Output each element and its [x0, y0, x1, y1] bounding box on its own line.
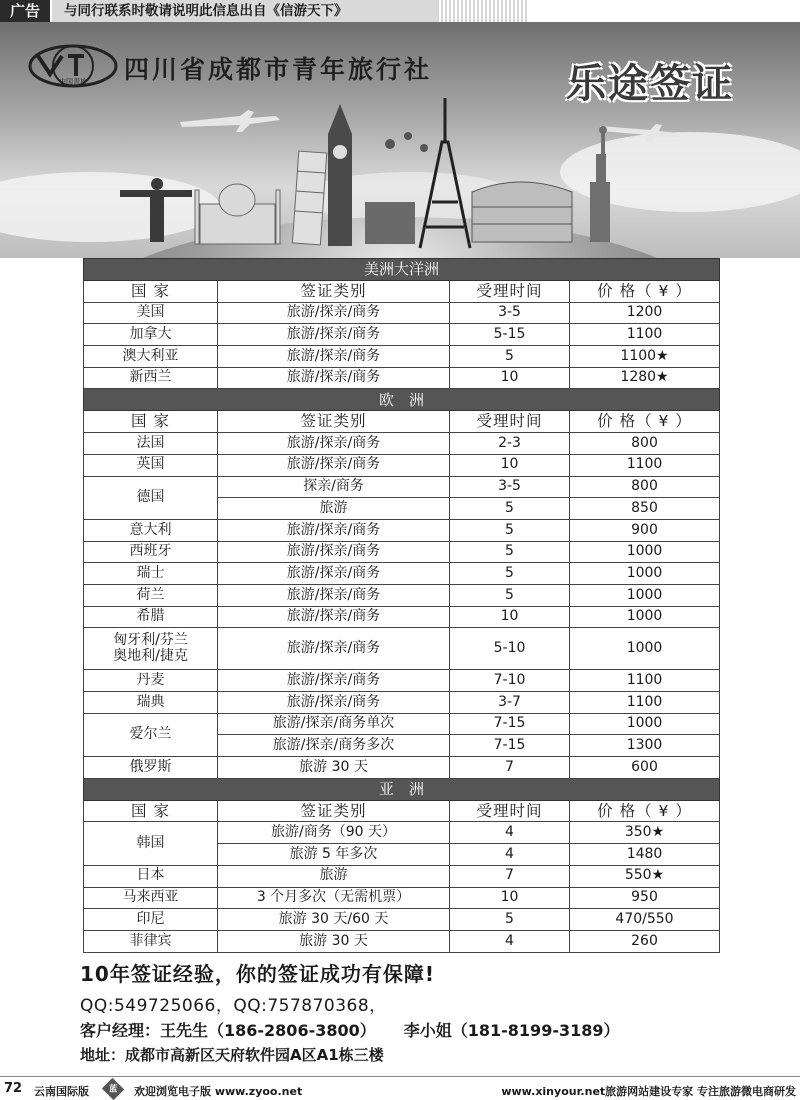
manager-li: 李小姐（181-8199-3189）: [403, 1021, 620, 1040]
cell-price: 1000: [570, 628, 720, 670]
column-header-row: [84, 800, 720, 822]
cell-time: 10: [450, 606, 570, 628]
cell-country: 荷兰: [84, 584, 218, 606]
region-header: [84, 778, 720, 800]
cell-price: 1000: [570, 584, 720, 606]
table-row: [84, 909, 720, 931]
cell-price: 1300: [570, 735, 720, 757]
cell-visa-type: 旅游/探亲/商务: [218, 606, 450, 628]
cell-visa-type: 旅游/探亲/商务单次: [218, 713, 450, 735]
cell-visa-type: 旅游/探亲/商务: [218, 454, 450, 476]
table-row: [84, 476, 720, 498]
cell-price: 850: [570, 498, 720, 520]
cell-time: 7: [450, 757, 570, 779]
cell-visa-type: 旅游 30 天/60 天: [218, 909, 450, 931]
cell-country: 澳大利亚: [84, 346, 218, 368]
table-row: [84, 930, 720, 952]
cell-visa-type: 旅游/探亲/商务: [218, 324, 450, 346]
cyts-logo: [28, 44, 118, 88]
cell-visa-type: 探亲/商务: [218, 476, 450, 498]
cell-country: 美国: [84, 302, 218, 324]
agency-name: 四川省成都市青年旅行社: [124, 55, 433, 84]
cell-price: 1100: [570, 324, 720, 346]
qq-contacts: QQ:549725066，QQ:757870368，: [80, 996, 387, 1016]
table-row: [84, 367, 720, 389]
cell-time: 10: [450, 367, 570, 389]
table-row: [84, 865, 720, 887]
cell-time: 5: [450, 541, 570, 563]
table-row: [84, 628, 720, 670]
cell-price: 900: [570, 519, 720, 541]
cell-country: 俄罗斯: [84, 757, 218, 779]
ad-tag: 广告: [0, 0, 50, 22]
cell-time: 5: [450, 346, 570, 368]
table-row: [84, 346, 720, 368]
cell-country: 德国: [84, 476, 218, 519]
cell-country: 丹麦: [84, 670, 218, 692]
cell-country: 韩国: [84, 822, 218, 865]
cell-visa-type: 旅游 5 年多次: [218, 844, 450, 866]
cell-time: 3-7: [450, 692, 570, 714]
cell-price: 600: [570, 757, 720, 779]
promo-block: [80, 958, 780, 1065]
cell-country: 瑞士: [84, 563, 218, 585]
table-row: [84, 713, 720, 735]
cell-time: 7: [450, 865, 570, 887]
cell-price: 1000: [570, 713, 720, 735]
cell-visa-type: 旅游 30 天: [218, 930, 450, 952]
column-header-row: [84, 281, 720, 303]
cell-country: 印尼: [84, 909, 218, 931]
page-number: 72: [4, 1081, 23, 1096]
cell-country: 爱尔兰: [84, 713, 218, 756]
table-row: [84, 887, 720, 909]
table-row: [84, 433, 720, 455]
cell-country: 西班牙: [84, 541, 218, 563]
cell-price: 1000: [570, 541, 720, 563]
cell-price: 550★: [570, 865, 720, 887]
cell-time: 5: [450, 498, 570, 520]
cell-time: 10: [450, 887, 570, 909]
table-row: [84, 563, 720, 585]
edition-label: 云南国际版: [34, 1085, 89, 1098]
region-name: 美洲大洋洲: [84, 259, 720, 281]
cell-time: 7-10: [450, 670, 570, 692]
cell-country: 马来西亚: [84, 887, 218, 909]
cell-country: 意大利: [84, 519, 218, 541]
cell-time: 3-5: [450, 476, 570, 498]
ad-note: 与同行联系时敬请说明此信息出自《信游天下》: [52, 0, 437, 22]
cell-time: 3-5: [450, 302, 570, 324]
cell-country: 加拿大: [84, 324, 218, 346]
cell-price: 470/550: [570, 909, 720, 931]
cell-visa-type: 旅游/探亲/商务: [218, 433, 450, 455]
cell-price: 1100★: [570, 346, 720, 368]
cell-price: 1000: [570, 563, 720, 585]
cell-price: 350★: [570, 822, 720, 844]
cell-visa-type: 旅游/探亲/商务: [218, 628, 450, 670]
region-header: [84, 389, 720, 411]
cell-price: 260: [570, 930, 720, 952]
cell-time: 7-15: [450, 713, 570, 735]
manager-wang: 客户经理：王先生（186-2806-3800）: [80, 1021, 376, 1040]
table-row: [84, 541, 720, 563]
col-header-time: 受理时间: [450, 800, 570, 822]
table-row: [84, 519, 720, 541]
cell-visa-type: 旅游/探亲/商务: [218, 346, 450, 368]
col-header-time: 受理时间: [450, 411, 570, 433]
ebook-link[interactable]: 欢迎浏览电子版 www.zyoo.net: [134, 1085, 303, 1098]
table-row: [84, 692, 720, 714]
cell-time: 4: [450, 930, 570, 952]
cell-visa-type: 旅游/探亲/商务: [218, 584, 450, 606]
cell-visa-type: 旅游/探亲/商务: [218, 367, 450, 389]
table-row: [84, 302, 720, 324]
region-header: [84, 259, 720, 281]
visa-price-table: [83, 258, 719, 953]
cell-time: 4: [450, 844, 570, 866]
cell-price: 800: [570, 433, 720, 455]
cell-visa-type: 旅游/探亲/商务多次: [218, 735, 450, 757]
cell-time: 5: [450, 909, 570, 931]
column-header-row: [84, 411, 720, 433]
cell-visa-type: 旅游: [218, 498, 450, 520]
col-header-visa-type: 签证类别: [218, 281, 450, 303]
region-name: 欧 洲: [84, 389, 720, 411]
cell-country: 日本: [84, 865, 218, 887]
table-row: [84, 822, 720, 844]
table-row: [84, 606, 720, 628]
banner: [0, 22, 800, 258]
cell-time: 5-10: [450, 628, 570, 670]
cell-visa-type: 旅游/商务（90 天）: [218, 822, 450, 844]
cell-price: 950: [570, 887, 720, 909]
cell-price: 1000: [570, 606, 720, 628]
table-row: [84, 584, 720, 606]
cell-price: 1100: [570, 454, 720, 476]
cell-country: 菲律宾: [84, 930, 218, 952]
cell-country: 匈牙利/芬兰 奥地利/捷克: [84, 628, 218, 670]
cell-price: 1100: [570, 692, 720, 714]
cell-country: 英国: [84, 454, 218, 476]
col-header-price: 价 格（ ¥ ）: [570, 281, 720, 303]
cell-time: 10: [450, 454, 570, 476]
cell-time: 5: [450, 563, 570, 585]
table-row: [84, 757, 720, 779]
col-header-price: 价 格（ ¥ ）: [570, 800, 720, 822]
cell-country: 新西兰: [84, 367, 218, 389]
col-header-price: 价 格（ ¥ ）: [570, 411, 720, 433]
table-row: [84, 454, 720, 476]
region-name: 亚 洲: [84, 778, 720, 800]
logo-text: 中国青旅: [59, 78, 87, 86]
edition-badge: 蓝: [102, 1078, 124, 1100]
cell-time: 7-15: [450, 735, 570, 757]
cell-country: 瑞典: [84, 692, 218, 714]
cell-visa-type: 旅游: [218, 865, 450, 887]
cell-time: 4: [450, 822, 570, 844]
cell-time: 5: [450, 584, 570, 606]
cell-visa-type: 3 个月多次（无需机票）: [218, 887, 450, 909]
table-row: [84, 324, 720, 346]
col-header-visa-type: 签证类别: [218, 800, 450, 822]
col-header-country: 国 家: [84, 800, 218, 822]
cell-time: 5-15: [450, 324, 570, 346]
cell-price: 1100: [570, 670, 720, 692]
managers: [80, 1018, 780, 1041]
cell-visa-type: 旅游/探亲/商务: [218, 541, 450, 563]
table-row: [84, 670, 720, 692]
cell-visa-type: 旅游/探亲/商务: [218, 670, 450, 692]
cell-visa-type: 旅游/探亲/商务: [218, 692, 450, 714]
cell-price: 800: [570, 476, 720, 498]
cell-time: 2-3: [450, 433, 570, 455]
cell-visa-type: 旅游/探亲/商务: [218, 519, 450, 541]
cell-price: 1280★: [570, 367, 720, 389]
cell-country: 希腊: [84, 606, 218, 628]
cell-time: 5: [450, 519, 570, 541]
col-header-time: 受理时间: [450, 281, 570, 303]
cell-visa-type: 旅游/探亲/商务: [218, 563, 450, 585]
address: 地址：成都市高新区天府软件园A区A1栋三楼: [80, 1046, 384, 1064]
col-header-country: 国 家: [84, 281, 218, 303]
cell-price: 1480: [570, 844, 720, 866]
website-note[interactable]: www.xinyour.net旅游网站建设专家 专注旅游微电商研发: [501, 1085, 796, 1098]
cell-price: 1200: [570, 302, 720, 324]
cell-visa-type: 旅游 30 天: [218, 757, 450, 779]
cell-country: 法国: [84, 433, 218, 455]
cell-visa-type: 旅游/探亲/商务: [218, 302, 450, 324]
slogan: 10年签证经验，你的签证成功有保障!: [80, 962, 435, 986]
brand-title: 乐途签证: [566, 61, 734, 107]
col-header-visa-type: 签证类别: [218, 411, 450, 433]
col-header-country: 国 家: [84, 411, 218, 433]
ad-strip-decoration: [437, 0, 527, 22]
page-footer: [0, 1076, 800, 1100]
ad-strip: [0, 0, 800, 22]
